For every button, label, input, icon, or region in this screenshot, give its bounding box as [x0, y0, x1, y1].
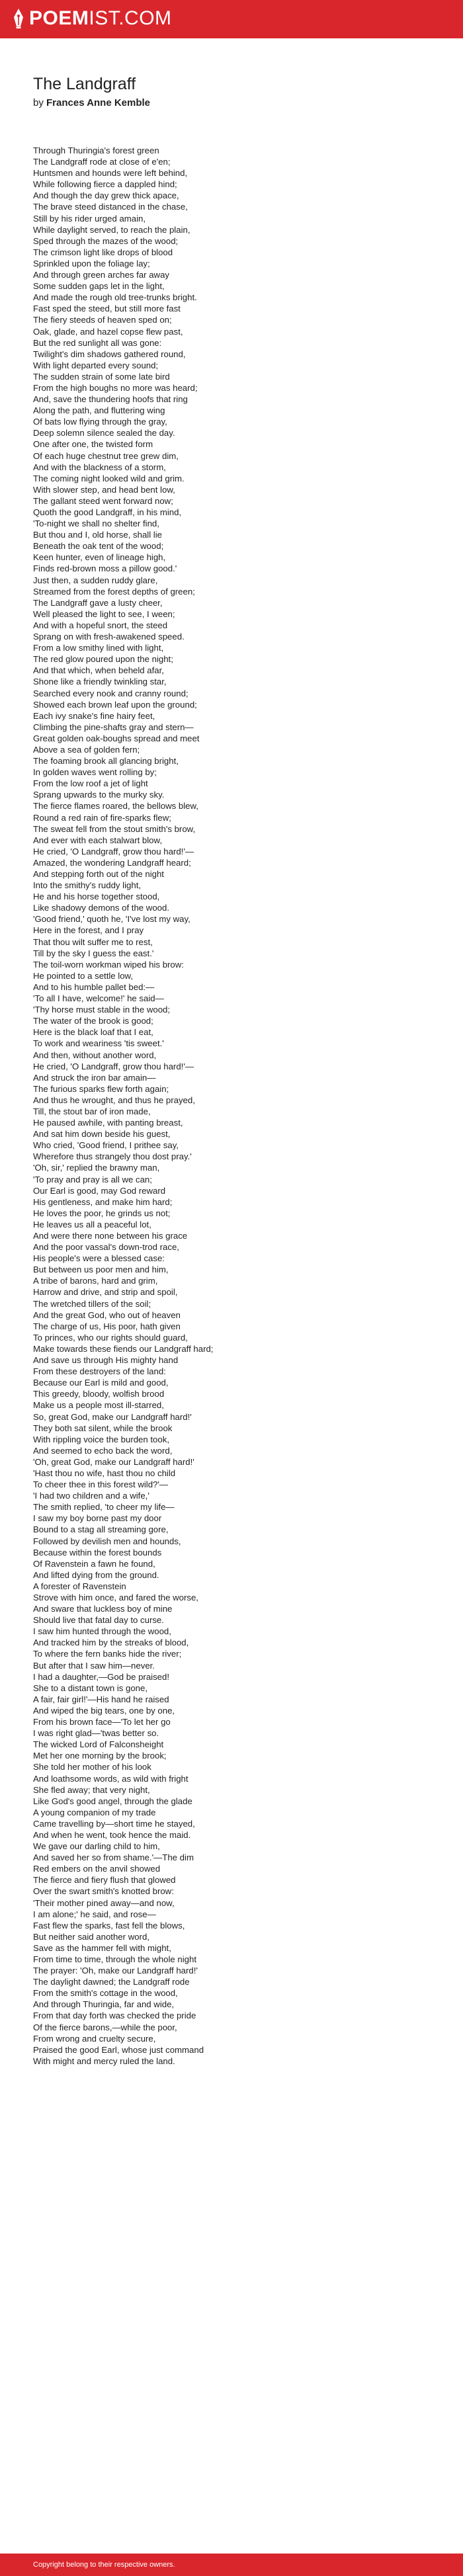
poem-line: Great golden oak-boughs spread and meet	[33, 733, 200, 743]
poem-line: And through Thuringia, far and wide,	[33, 1999, 175, 2010]
poem-line: But between us poor men and him,	[33, 1265, 169, 1275]
poem-line: Amazed, the wondering Landgraff heard;	[33, 857, 191, 868]
poem-line: I had a daughter,—God be praised!	[33, 1671, 170, 1682]
poem-line: And thus he wrought, and thus he prayed,	[33, 1095, 195, 1105]
poem-line: He and his horse together stood,	[33, 892, 160, 902]
poem-line: He pointed to a settle low,	[33, 970, 134, 981]
poem-line: Came travelling by—short time he stayed,	[33, 1818, 195, 1829]
poem-line: And sware that luckless boy of mine	[33, 1604, 173, 1614]
poem-line: And made the rough old tree-trunks bright.	[33, 292, 197, 303]
poem-line: And the poor vassal's down-trod race,	[33, 1242, 179, 1253]
poem-body	[33, 145, 430, 2067]
poem-line: He cried, 'O Landgraff, grow thou hard!'—	[33, 846, 194, 856]
poem-line: A forester of Ravenstein	[33, 1581, 126, 1591]
poem-line: From the smith's cottage in the wood,	[33, 1988, 178, 1999]
poem-line: He leaves us all a peaceful lot,	[33, 1219, 151, 1229]
poem-line: I saw him hunted through the wood,	[33, 1626, 171, 1637]
poem-line: The furious sparks flew forth again;	[33, 1083, 169, 1094]
poem-line: 'Good friend,' quoth he, 'I've lost my way,	[33, 914, 190, 925]
poem-line: And through green arches far away	[33, 270, 169, 280]
poem-line: Well pleased the light to see, I ween;	[33, 608, 175, 619]
poem-line: The fierce flames roared, the bellows blew,	[33, 801, 198, 811]
poem-line: She to a distant town is gone,	[33, 1683, 148, 1693]
by-label: by	[33, 97, 47, 108]
poem-line: From a low smithy lined with light,	[33, 643, 164, 653]
poem-line: Of the fierce barons,—while the poor,	[33, 2022, 177, 2032]
poem-line: Through Thuringia's forest green	[33, 145, 159, 155]
poem-line: In golden waves went rolling by;	[33, 767, 157, 778]
poem-line: The red glow poured upon the night;	[33, 654, 173, 665]
poem-header	[33, 74, 430, 110]
poem-line: To cheer thee in this forest wild?'—	[33, 1479, 169, 1490]
site-footer	[0, 2554, 463, 2576]
poem-line: And the great God, who out of heaven	[33, 1309, 181, 1320]
poem-line: The Landgraff rode at close of e'en;	[33, 157, 171, 167]
poem-line: But after that I saw him—never.	[33, 1660, 155, 1671]
poem-line: But thou and I, old horse, shall lie	[33, 530, 163, 540]
poem-line: The toil-worn workman wiped his brow:	[33, 959, 184, 970]
poem-line: Praised the good Earl, whose just command	[33, 2044, 204, 2055]
poem-line: And ever with each stalwart blow,	[33, 835, 162, 845]
poem-line: So, great God, make our Landgraff hard!'	[33, 1411, 192, 1422]
poem-line: Wherefore thus strangely thou dost pray.'	[33, 1151, 192, 1162]
poem-line: He cried, 'O Landgraff, grow thou hard!'—	[33, 1061, 194, 1071]
poem-line: A young companion of my trade	[33, 1807, 156, 1817]
logo-wordmark	[29, 7, 172, 30]
poem-line: From time to time, through the whole night	[33, 1954, 197, 1964]
poem-line: Quoth the good Landgraff, in his mind,	[33, 507, 182, 517]
poem-line: A fair, fair girl!'—His hand he raised	[33, 1694, 169, 1704]
poem-line: Fast flew the sparks, fast fell the blows,	[33, 1920, 185, 1931]
poem-byline	[33, 97, 430, 110]
poem-line: Because our Earl is mild and good,	[33, 1378, 169, 1388]
poem-line: Deep solemn silence sealed the day.	[33, 428, 175, 438]
poem-line: Shone like a friendly twinkling star,	[33, 677, 167, 687]
author-name[interactable]: Frances Anne Kemble	[46, 97, 151, 108]
poem-line: 'To all I have, welcome!' he said—	[33, 993, 164, 1004]
poem-line: Harrow and drive, and strip and spoil,	[33, 1287, 178, 1298]
poem-line: And sat him down beside his guest,	[33, 1129, 171, 1140]
poem-line: The gallant steed went forward now;	[33, 495, 173, 506]
poem-line: He loves the poor, he grinds us not;	[33, 1208, 171, 1218]
poem-line: She fled away; that very night,	[33, 1784, 150, 1795]
poem-line: They both sat silent, while the brook	[33, 1423, 173, 1433]
poem-line: Make towards these fiends our Landgraff hard;	[33, 1343, 214, 1354]
poem-line: And though the day grew thick apace,	[33, 190, 179, 201]
poem-line: Followed by devilish men and hounds,	[33, 1536, 181, 1546]
poem-line: I saw my boy borne past my door	[33, 1513, 162, 1524]
poem-line: The prayer: 'Oh, make our Landgraff hard!'	[33, 1966, 198, 1976]
poem-line: Above a sea of golden fern;	[33, 744, 140, 755]
poem-line: With rippling voice the burden took,	[33, 1434, 169, 1444]
poem-line: Still by his rider urged amain,	[33, 213, 146, 224]
poem-line: Round a red rain of fire-sparks flew;	[33, 812, 171, 823]
poem-line: From wrong and cruelty secure,	[33, 2033, 156, 2044]
poem-line: The wretched tillers of the soil;	[33, 1298, 151, 1309]
poem-line: Our Earl is good, may God reward	[33, 1185, 166, 1196]
poem-line: Save as the hammer fell with might,	[33, 1942, 171, 1953]
poem-line: 'Oh, sir,' replied the brawny man,	[33, 1163, 160, 1173]
poem-line: And save us through His mighty hand	[33, 1355, 179, 1366]
poem-line: Fast sped the steed, but still more fast	[33, 304, 181, 314]
poem-line: Here in the forest, and I pray	[33, 925, 144, 936]
poem-line: This greedy, bloody, wolfish brood	[33, 1389, 165, 1399]
poem-line: 'Thy horse must stable in the wood;	[33, 1005, 171, 1015]
poem-line: She told her mother of his look	[33, 1762, 151, 1772]
poem-line: Sped through the mazes of the wood;	[33, 235, 179, 246]
poem-line: 'To pray and pray is all we can;	[33, 1174, 152, 1184]
poem-line: While daylight served, to reach the plain,	[33, 224, 190, 235]
poem-line: Like shadowy demons of the wood.	[33, 903, 169, 913]
logo-bold-text: POEM	[29, 7, 89, 29]
poem-line: Beneath the oak tent of the wood;	[33, 541, 164, 552]
poem-line: From the low roof a jet of light	[33, 778, 148, 789]
poem-line: And lifted dying from the ground.	[33, 1569, 159, 1580]
poem-line: Should live that fatal day to curse.	[33, 1615, 164, 1626]
poem-line: And wiped the big tears, one by one,	[33, 1705, 175, 1716]
site-header	[0, 0, 463, 38]
poem-line: The foaming brook all glancing bright,	[33, 756, 179, 767]
poem-line: Strove with him once, and fared the worse,	[33, 1593, 198, 1602]
poem-line: We gave our darling child to him,	[33, 1841, 160, 1852]
poem-line: The Landgraff gave a lusty cheer,	[33, 597, 163, 608]
poem-line: Just then, a sudden ruddy glare,	[33, 575, 158, 585]
poem-line: But the red sunlight all was gone:	[33, 337, 162, 348]
poem-line: Of Ravenstein a fawn he found,	[33, 1558, 155, 1569]
poem-line: Who cried, 'Good friend, I prithee say,	[33, 1140, 179, 1151]
poem-line: With light departed every sound;	[33, 360, 159, 370]
poem-line: And, save the thundering hoofs that ring	[33, 394, 188, 405]
poem-line: I was right glad—'twas better so.	[33, 1728, 159, 1739]
poem-line: Over the swart smith's knotted brow:	[33, 1886, 174, 1897]
poem-line: A tribe of barons, hard and grim,	[33, 1276, 158, 1286]
poem-line: Of each huge chestnut tree grew dim,	[33, 450, 179, 461]
poem-line: The fiery steeds of heaven sped on;	[33, 315, 172, 325]
poem-line: Finds red-brown moss a pillow good.'	[33, 563, 177, 574]
poem-line: The smith replied, 'to cheer my life—	[33, 1502, 175, 1513]
poem-line: To where the fern banks hide the river;	[33, 1649, 182, 1659]
poem-line: His people's were a blessed case:	[33, 1253, 165, 1264]
poem-line: Oak, glade, and hazel copse flew past,	[33, 326, 183, 337]
poem-line: And that which, when beheld afar,	[33, 665, 164, 676]
poem-line: Showed each brown leaf upon the ground;	[33, 699, 197, 710]
poem-line: The sudden strain of some late bird	[33, 371, 170, 382]
poem-line: Like God's good angel, through the glade	[33, 1796, 192, 1806]
poem-line: 'Hast thou no wife, hast thou no child	[33, 1468, 176, 1478]
poem-line: And loathsome words, as wild with fright	[33, 1773, 189, 1784]
poem-line: Sprang upwards to the murky sky.	[33, 790, 165, 800]
poem-line: Because within the forest bounds	[33, 1547, 162, 1558]
poem-line: And with the blackness of a storm,	[33, 462, 166, 472]
poem-line: And to his humble pallet bed:—	[33, 981, 155, 992]
poem-line: Sprang on with fresh-awakened speed.	[33, 632, 185, 642]
poem-line: And stepping forth out of the night	[33, 869, 164, 879]
poem-line: Each ivy snake's fine hairy feet,	[33, 710, 155, 721]
poem-line: From these destroyers of the land:	[33, 1366, 166, 1377]
poem-line: Huntsmen and hounds were left behind,	[33, 168, 188, 179]
poem-line: From that day forth was checked the pride	[33, 2011, 196, 2021]
poem-line: The daylight dawned; the Landgraff rode	[33, 1977, 190, 1987]
site-logo[interactable]	[12, 7, 172, 30]
poem-line: The wicked Lord of Falconsheight	[33, 1739, 164, 1750]
poem-line: Of bats low flying through the gray,	[33, 417, 167, 427]
poem-line: While following fierce a dappled hind;	[33, 179, 177, 190]
poem-line: To work and weariness 'tis sweet.'	[33, 1038, 164, 1049]
poem-line: 'To-night we shall no shelter find,	[33, 519, 159, 529]
poem-line: 'I had two children and a wife,'	[33, 1491, 149, 1501]
poem-line: Searched every nook and cranny round;	[33, 688, 189, 698]
poem-line: From his brown face—'To let her go	[33, 1717, 171, 1727]
logo-light-text: IST.COM	[89, 7, 172, 29]
poem-line: From the high boughs no more was heard;	[33, 382, 198, 393]
copyright-notice: Copyright belong to their respective owners.	[33, 2561, 175, 2569]
poem-line: With slower step, and head bent low,	[33, 484, 175, 495]
poem-line: Sprinkled upon the foliage lay;	[33, 258, 150, 269]
poem-line: He paused awhile, with panting breast,	[33, 1118, 183, 1128]
poem-line: Met her one morning by the brook;	[33, 1751, 167, 1761]
poem-line: 'Their mother pined away—and now,	[33, 1897, 175, 1908]
poem-line: Streamed from the forest depths of green;	[33, 586, 195, 597]
poem-line: 'Oh, great God, make our Landgraff hard!'	[33, 1456, 194, 1467]
poem-line: Till by the sky I guess the east.'	[33, 948, 154, 958]
poem-line: And when he went, took hence the maid.	[33, 1829, 191, 1840]
poem-line: The crimson light like drops of blood	[33, 247, 173, 257]
poem-line: Climbing the pine-shafts gray and stern—	[33, 722, 194, 732]
poem-line: And tracked him by the streaks of blood,	[33, 1638, 189, 1648]
pen-nib-icon	[12, 7, 25, 30]
poem-line: Along the path, and fluttering wing	[33, 405, 165, 416]
poem-line: Keen hunter, even of lineage high,	[33, 552, 166, 563]
poem-line: And with a hopeful snort, the steed	[33, 620, 168, 630]
poem-line: Bound to a stag all streaming gore,	[33, 1524, 169, 1535]
poem-line: The coming night looked wild and grim.	[33, 473, 185, 483]
poem-line: And seemed to echo back the word,	[33, 1445, 173, 1456]
poem-line: And were there none between his grace	[33, 1231, 188, 1241]
poem-line: Into the smithy's ruddy light,	[33, 880, 142, 891]
poem-line: One after one, the twisted form	[33, 439, 153, 450]
poem-line: Red embers on the anvil showed	[33, 1864, 161, 1874]
poem-line: The charge of us, His poor, hath given	[33, 1321, 181, 1331]
poem-line: With might and mercy ruled the land.	[33, 2056, 175, 2066]
poem-line: The sweat fell from the stout smith's brow,	[33, 823, 196, 834]
poem-line: The brave steed distanced in the chase,	[33, 202, 188, 212]
poem-line: To princes, who our rights should guard,	[33, 1332, 188, 1343]
poem-line: Make us a people most ill-starred,	[33, 1400, 164, 1411]
poem-line: The fierce and fiery flush that glowed	[33, 1875, 176, 1886]
poem-line: Till, the stout bar of iron made,	[33, 1106, 151, 1116]
poem-line: Here is the black loaf that I eat,	[33, 1027, 153, 1038]
poem-line: And struck the iron bar amain—	[33, 1072, 156, 1083]
poem-line: Some sudden gaps let in the light,	[33, 281, 165, 292]
poem-line: That thou wilt suffer me to rest,	[33, 936, 153, 947]
poem-line: But neither said another word,	[33, 1931, 149, 1942]
poem-title: The Landgraff	[33, 75, 136, 93]
poem-line: His gentleness, and make him hard;	[33, 1196, 173, 1207]
poem-line: Twilight's dim shadows gathered round,	[33, 349, 186, 359]
poem-line: The water of the brook is good;	[33, 1016, 153, 1026]
poem-line: I am alone;' he said, and rose—	[33, 1909, 156, 1919]
poem-line: And then, without another word,	[33, 1050, 157, 1060]
poem-line: And saved her so from shame.'—The dim	[33, 1852, 194, 1863]
